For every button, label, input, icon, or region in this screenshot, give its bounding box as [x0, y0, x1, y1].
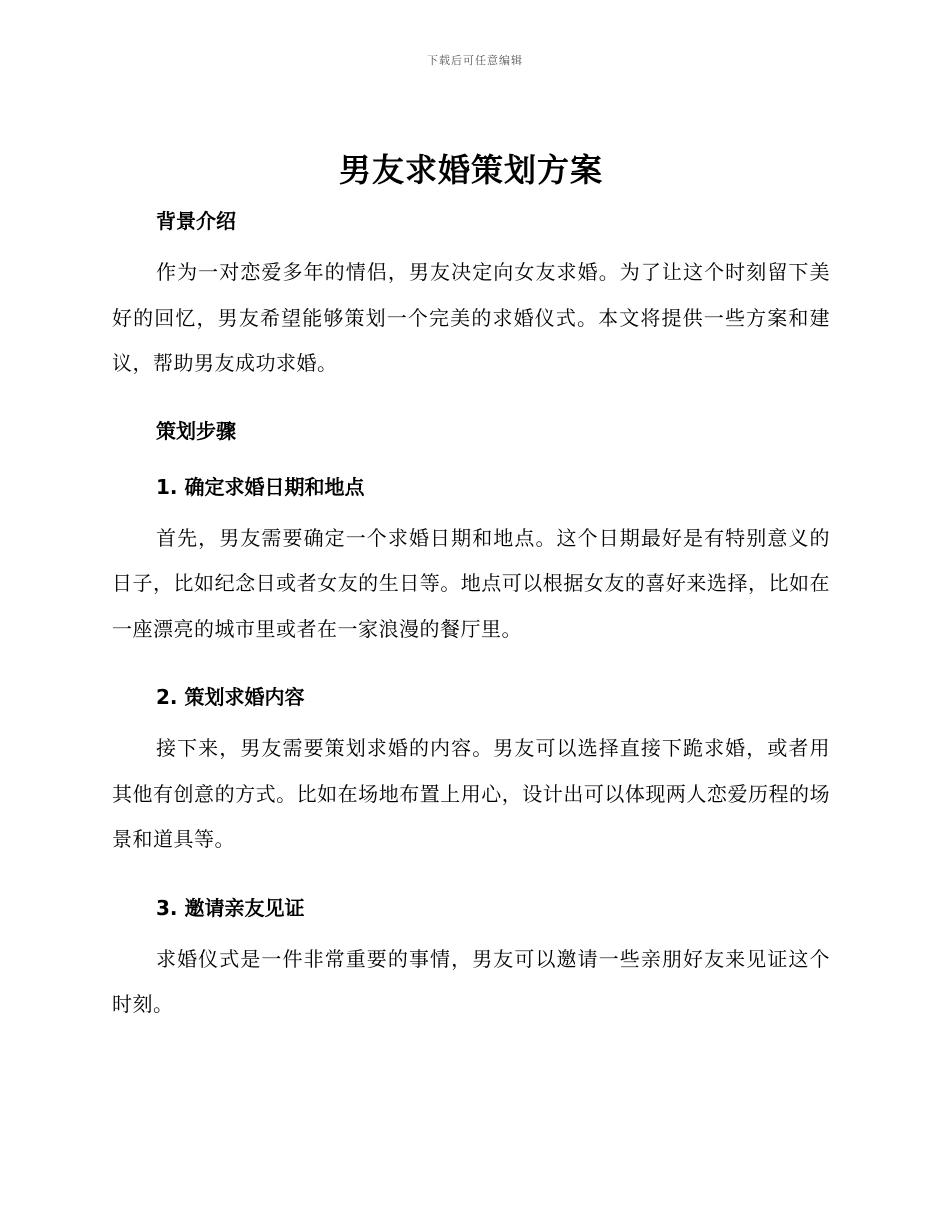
- step-heading-1: 1. 确定求婚日期和地点: [156, 474, 365, 499]
- paragraph-background: 作为一对恋爱多年的情侣，男友决定向女友求婚。为了让这个时刻留下美好的回忆，男友希望能够策划一个完美的求婚仪式。本文将提供一些方案和建议，帮助男友成功求婚。: [112, 260, 830, 375]
- document-title: 男友求婚策划方案: [338, 151, 603, 189]
- section-heading-steps: 策划步骤: [156, 418, 236, 443]
- step-heading-2: 2. 策划求婚内容: [156, 685, 305, 709]
- step-paragraph-1: 首先，男友需要确定一个求婚日期和地点。这个日期最好是有特别意义的日子，比如纪念日或者女友的生日等。地点可以根据女友的喜好来选择，比如在一座漂亮的城市里或者在一家浪漫的餐厅里。: [112, 525, 830, 641]
- header-note: 下载后可任意编辑: [427, 54, 523, 67]
- section-heading-background: 背景介绍: [156, 209, 236, 233]
- step-heading-3: 3. 邀请亲友见证: [156, 895, 305, 920]
- step-paragraph-2: 接下来，男友需要策划求婚的内容。男友可以选择直接下跪求婚，或者用其他有创意的方式。比如在场地布置上用心，设计出可以体现两人恋爱历程的场景和道具等。: [112, 736, 830, 851]
- step-paragraph-3: 求婚仪式是一件非常重要的事情，男友可以邀请一些亲朋好友来见证这个时刻。: [112, 946, 830, 1016]
- document-body: [112, 148, 830, 1028]
